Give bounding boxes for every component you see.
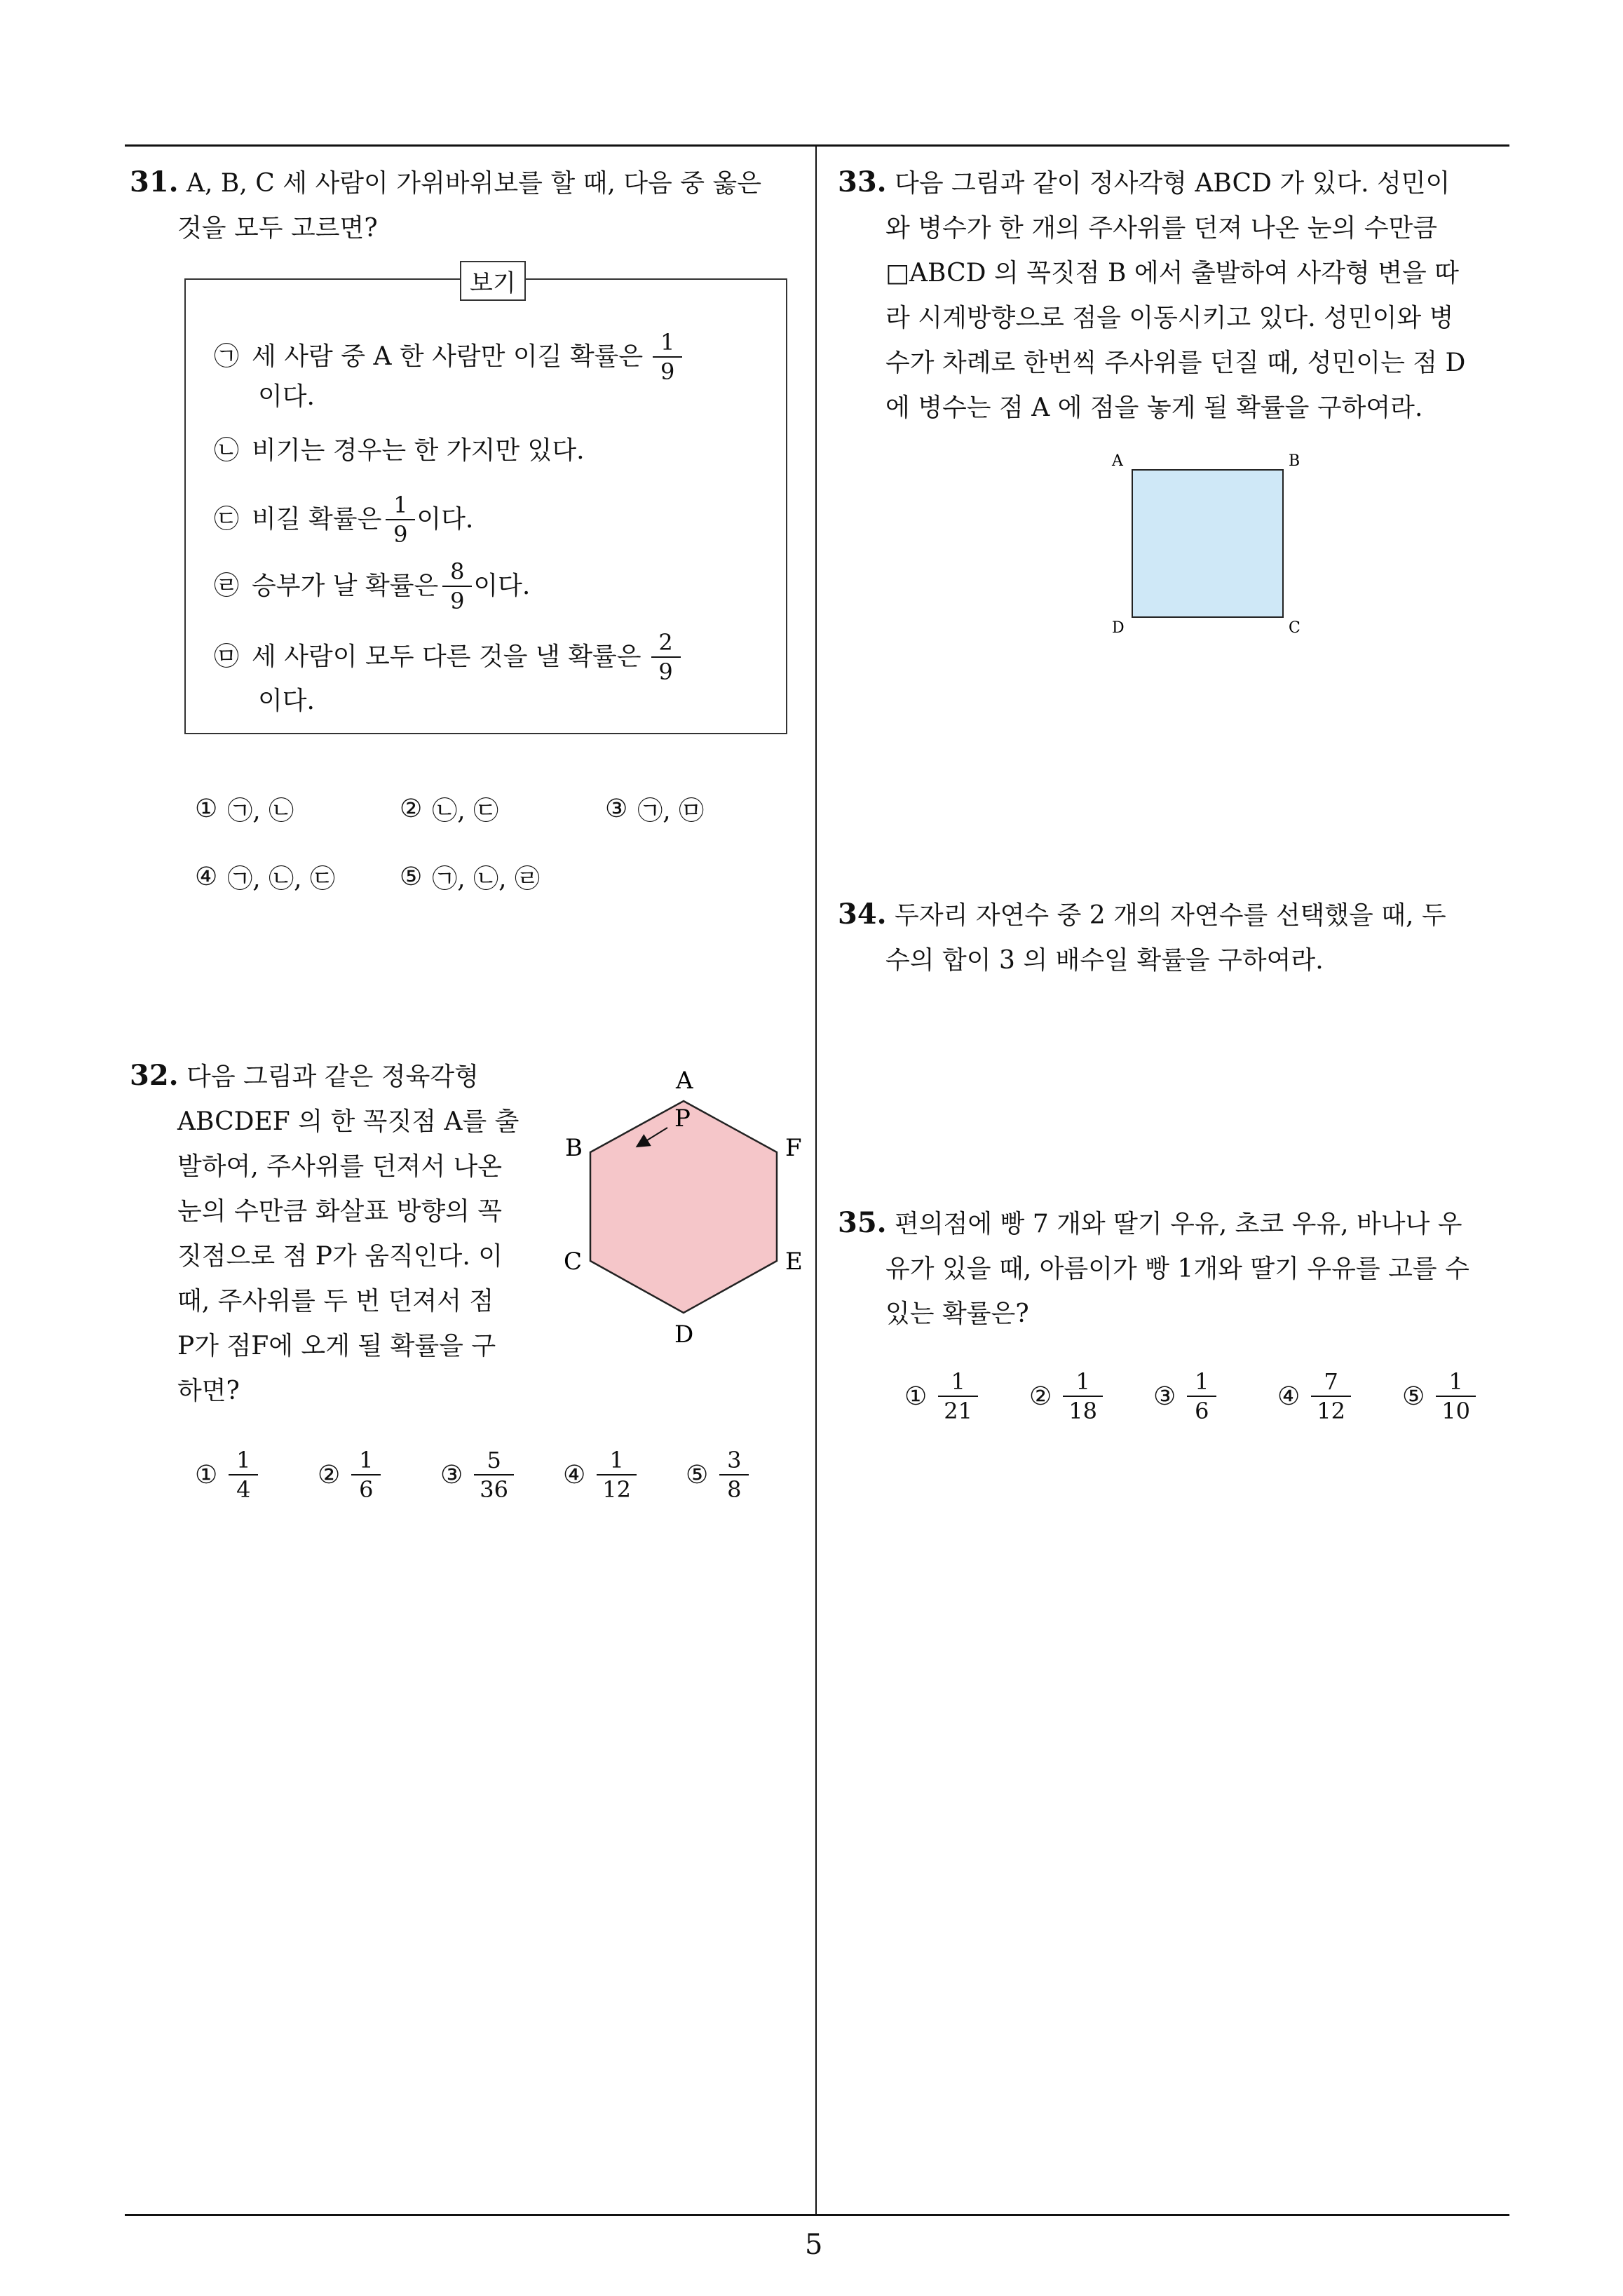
item-mark: ㉡: [214, 436, 240, 465]
option-number: ②: [1029, 1382, 1052, 1411]
vertex-label-b: B: [1289, 452, 1301, 470]
frac-numerator: 1: [660, 329, 675, 356]
frac-numerator: 1: [359, 1447, 374, 1473]
option-number: ③: [440, 1460, 463, 1490]
item-after: 이다.: [473, 572, 531, 600]
vertex-label-b: B: [565, 1134, 583, 1162]
frac-numerator: 1: [1195, 1368, 1209, 1395]
option-value: ㉠, ㉡, ㉣: [432, 865, 541, 893]
vertex-label-c: C: [1289, 619, 1301, 637]
q35-line-1: 편의점에 빵 7 개와 딸기 우유, 초코 우유, 바나나 우: [895, 1210, 1462, 1238]
q33-line-5: 수가 차례로 한번씩 주사위를 던질 때, 성민이는 점 D: [885, 349, 1466, 377]
option-value: ㉠, ㉤: [637, 797, 705, 825]
q33: [838, 160, 1518, 431]
q35-option-5[interactable]: [1402, 1368, 1477, 1425]
q31-number: 31.: [130, 166, 179, 198]
q31-item-5: [214, 628, 761, 686]
option-number: ⑤: [400, 863, 423, 891]
q35-number: 35.: [838, 1206, 887, 1239]
q31: [130, 160, 810, 251]
frac-numerator: 5: [487, 1447, 501, 1473]
option-number: ②: [318, 1460, 341, 1490]
frac-numerator: 1: [1448, 1368, 1463, 1395]
fraction: [445, 558, 469, 615]
fraction: [354, 1446, 378, 1504]
q32-line-5: 짓점으로 점 P가 움직인다. 이: [177, 1242, 503, 1271]
frac-numerator: 1: [236, 1447, 251, 1473]
frac-denominator: 12: [1317, 1398, 1345, 1424]
fraction: [388, 491, 412, 548]
q32-hexagon-figure: [554, 1059, 813, 1353]
q32: [130, 1053, 550, 1414]
fraction: [654, 628, 678, 686]
frac-denominator: 4: [236, 1476, 251, 1503]
q31-text-line1: A, B, C 세 사람이 가위바위보를 할 때, 다음 중 옳은: [186, 169, 762, 198]
option-number: ①: [195, 795, 218, 823]
q31-option-2[interactable]: [400, 791, 498, 827]
q32-option-5[interactable]: [686, 1446, 750, 1504]
q31-item-2: [214, 431, 585, 471]
frac-numerator: 1: [951, 1368, 965, 1395]
top-rule: [125, 144, 1509, 147]
item-text: 세 사람 중 A 한 사람만 이길 확률은: [252, 342, 644, 371]
frac-numerator: 1: [1075, 1368, 1090, 1395]
frac-numerator: 8: [450, 558, 465, 585]
vertex-label-d: D: [674, 1321, 694, 1349]
option-value: ㉠, ㉡, ㉢: [227, 865, 336, 893]
fraction: [1066, 1368, 1100, 1425]
q33-line-4: 라 시계방향으로 점을 이동시키고 있다. 성민이와 병: [885, 304, 1454, 332]
q31-item-4: [214, 558, 530, 615]
q34-number: 34.: [838, 898, 887, 931]
frac-denominator: 6: [1195, 1398, 1209, 1424]
q35-option-2[interactable]: [1029, 1368, 1104, 1425]
vertex-label-d: D: [1112, 619, 1125, 637]
frac-denominator: 36: [480, 1476, 508, 1503]
frac-numerator: 1: [393, 492, 408, 518]
item-mark: ㉢: [214, 505, 240, 534]
q32-option-4[interactable]: [563, 1446, 638, 1504]
point-label-p: P: [674, 1105, 691, 1133]
q32-line-3: 발하여, 주사위를 던져서 나온: [177, 1152, 503, 1181]
option-number: ③: [1153, 1382, 1176, 1411]
frac-denominator: 12: [602, 1476, 631, 1503]
fraction: [656, 328, 679, 386]
option-number: ⑤: [1402, 1382, 1425, 1411]
q34-line-1: 두자리 자연수 중 2 개의 자연수를 선택했을 때, 두: [895, 901, 1446, 930]
option-number: ⑤: [686, 1460, 709, 1490]
item-text: 비기는 경우는 한 가지만 있다.: [252, 436, 585, 465]
fraction: [1190, 1368, 1214, 1425]
fraction: [477, 1446, 511, 1504]
hexagon-shape: [590, 1101, 777, 1313]
q31-option-1[interactable]: [195, 791, 294, 827]
item-text: 세 사람이 모두 다른 것을 낼 확률은: [252, 642, 641, 671]
item-after: 이다.: [416, 505, 474, 534]
q31-box-tag: 보기: [460, 261, 526, 301]
option-value: ㉠, ㉡: [227, 797, 294, 825]
q32-option-2[interactable]: [318, 1446, 382, 1504]
frac-numerator: 3: [727, 1447, 742, 1473]
vertex-label-a: A: [1112, 452, 1123, 470]
option-number: ④: [195, 863, 218, 891]
q33-number: 33.: [838, 166, 887, 198]
page-number: 5: [805, 2229, 823, 2261]
frac-denominator: 9: [660, 358, 675, 385]
q32-line-6: 때, 주사위를 두 번 던져서 점: [177, 1287, 494, 1316]
option-number: ②: [400, 795, 423, 823]
q33-line-1: 다음 그림과 같이 정사각형 ABCD 가 있다. 성민이: [895, 169, 1451, 198]
frac-denominator: 9: [658, 659, 673, 685]
frac-numerator: 2: [658, 629, 673, 656]
q34-line-2: 수의 합이 3 의 배수일 확률을 구하여라.: [885, 946, 1324, 975]
column-divider: [815, 144, 817, 2215]
q35-option-3[interactable]: [1153, 1368, 1218, 1425]
q35-option-1[interactable]: [904, 1368, 979, 1425]
item-mark: ㉣: [214, 572, 240, 600]
option-value: ㉡, ㉢: [432, 797, 499, 825]
q33-line-3: □ABCD 의 꼭짓점 B 에서 출발하여 사각형 변을 따: [885, 259, 1459, 288]
q31-option-3[interactable]: [605, 791, 704, 827]
square-shape: [1132, 470, 1283, 617]
vertex-label-c: C: [564, 1248, 583, 1276]
q33-line-6: 에 병수는 점 A 에 점을 놓게 될 확률을 구하여라.: [885, 393, 1423, 422]
frac-denominator: 21: [944, 1398, 972, 1424]
q35-option-4[interactable]: [1277, 1368, 1352, 1425]
item-text: 비길 확률은: [252, 505, 382, 534]
q35-line-3: 있는 확률은?: [885, 1299, 1029, 1328]
fraction: [1439, 1368, 1473, 1425]
option-number: ①: [904, 1382, 928, 1411]
q33-square-figure: [1108, 449, 1311, 638]
q32-line-7: P가 점F에 오게 될 확률을 구: [177, 1332, 496, 1360]
vertex-label-f: F: [785, 1134, 802, 1162]
q31-item-1-cont: 이다.: [258, 382, 315, 411]
q35-line-2: 유가 있을 때, 아름이가 빵 1개와 딸기 우유를 고를 수: [885, 1255, 1469, 1283]
option-number: ④: [563, 1460, 586, 1490]
item-mark: ㉤: [214, 642, 240, 671]
fraction: [941, 1368, 975, 1425]
fraction: [599, 1446, 634, 1504]
q31-option-4[interactable]: [195, 859, 335, 895]
item-text: 승부가 날 확률은: [252, 572, 439, 600]
fraction: [1314, 1368, 1348, 1425]
frac-numerator: 1: [609, 1447, 624, 1473]
q32-line-1: 다음 그림과 같은 정육각형: [186, 1062, 479, 1091]
frac-denominator: 18: [1068, 1398, 1097, 1424]
frac-denominator: 6: [359, 1476, 374, 1503]
bottom-rule: [125, 2214, 1509, 2216]
q32-line-2: ABCDEF 의 한 꼭짓점 A를 출: [177, 1107, 520, 1136]
fraction: [722, 1446, 746, 1504]
q32-option-1[interactable]: [195, 1446, 259, 1504]
vertex-label-a: A: [676, 1067, 693, 1095]
q31-text-line2: 것을 모두 고르면?: [177, 214, 378, 243]
item-mark: ㉠: [214, 342, 240, 371]
frac-denominator: 9: [450, 588, 465, 614]
frac-denominator: 10: [1441, 1398, 1470, 1424]
option-number: ③: [605, 795, 628, 823]
option-number: ④: [1277, 1382, 1301, 1411]
vertex-label-e: E: [785, 1248, 803, 1276]
option-number: ①: [195, 1460, 218, 1490]
q31-item-5-cont: 이다.: [258, 687, 315, 715]
q31-option-5[interactable]: [400, 859, 540, 895]
frac-denominator: 9: [393, 521, 408, 548]
q33-line-2: 와 병수가 한 개의 주사위를 던져 나온 눈의 수만큼: [885, 214, 1438, 243]
q32-line-4: 눈의 수만큼 화살표 방향의 꼭: [177, 1197, 503, 1226]
q32-number: 32.: [130, 1059, 179, 1092]
q31-item-3: [214, 491, 473, 548]
frac-numerator: 7: [1324, 1368, 1338, 1395]
q35: [838, 1201, 1518, 1337]
frac-denominator: 8: [727, 1476, 742, 1503]
q32-line-8: 하면?: [177, 1377, 240, 1405]
q34: [838, 892, 1518, 983]
fraction: [231, 1446, 255, 1504]
q32-option-3[interactable]: [440, 1446, 515, 1504]
